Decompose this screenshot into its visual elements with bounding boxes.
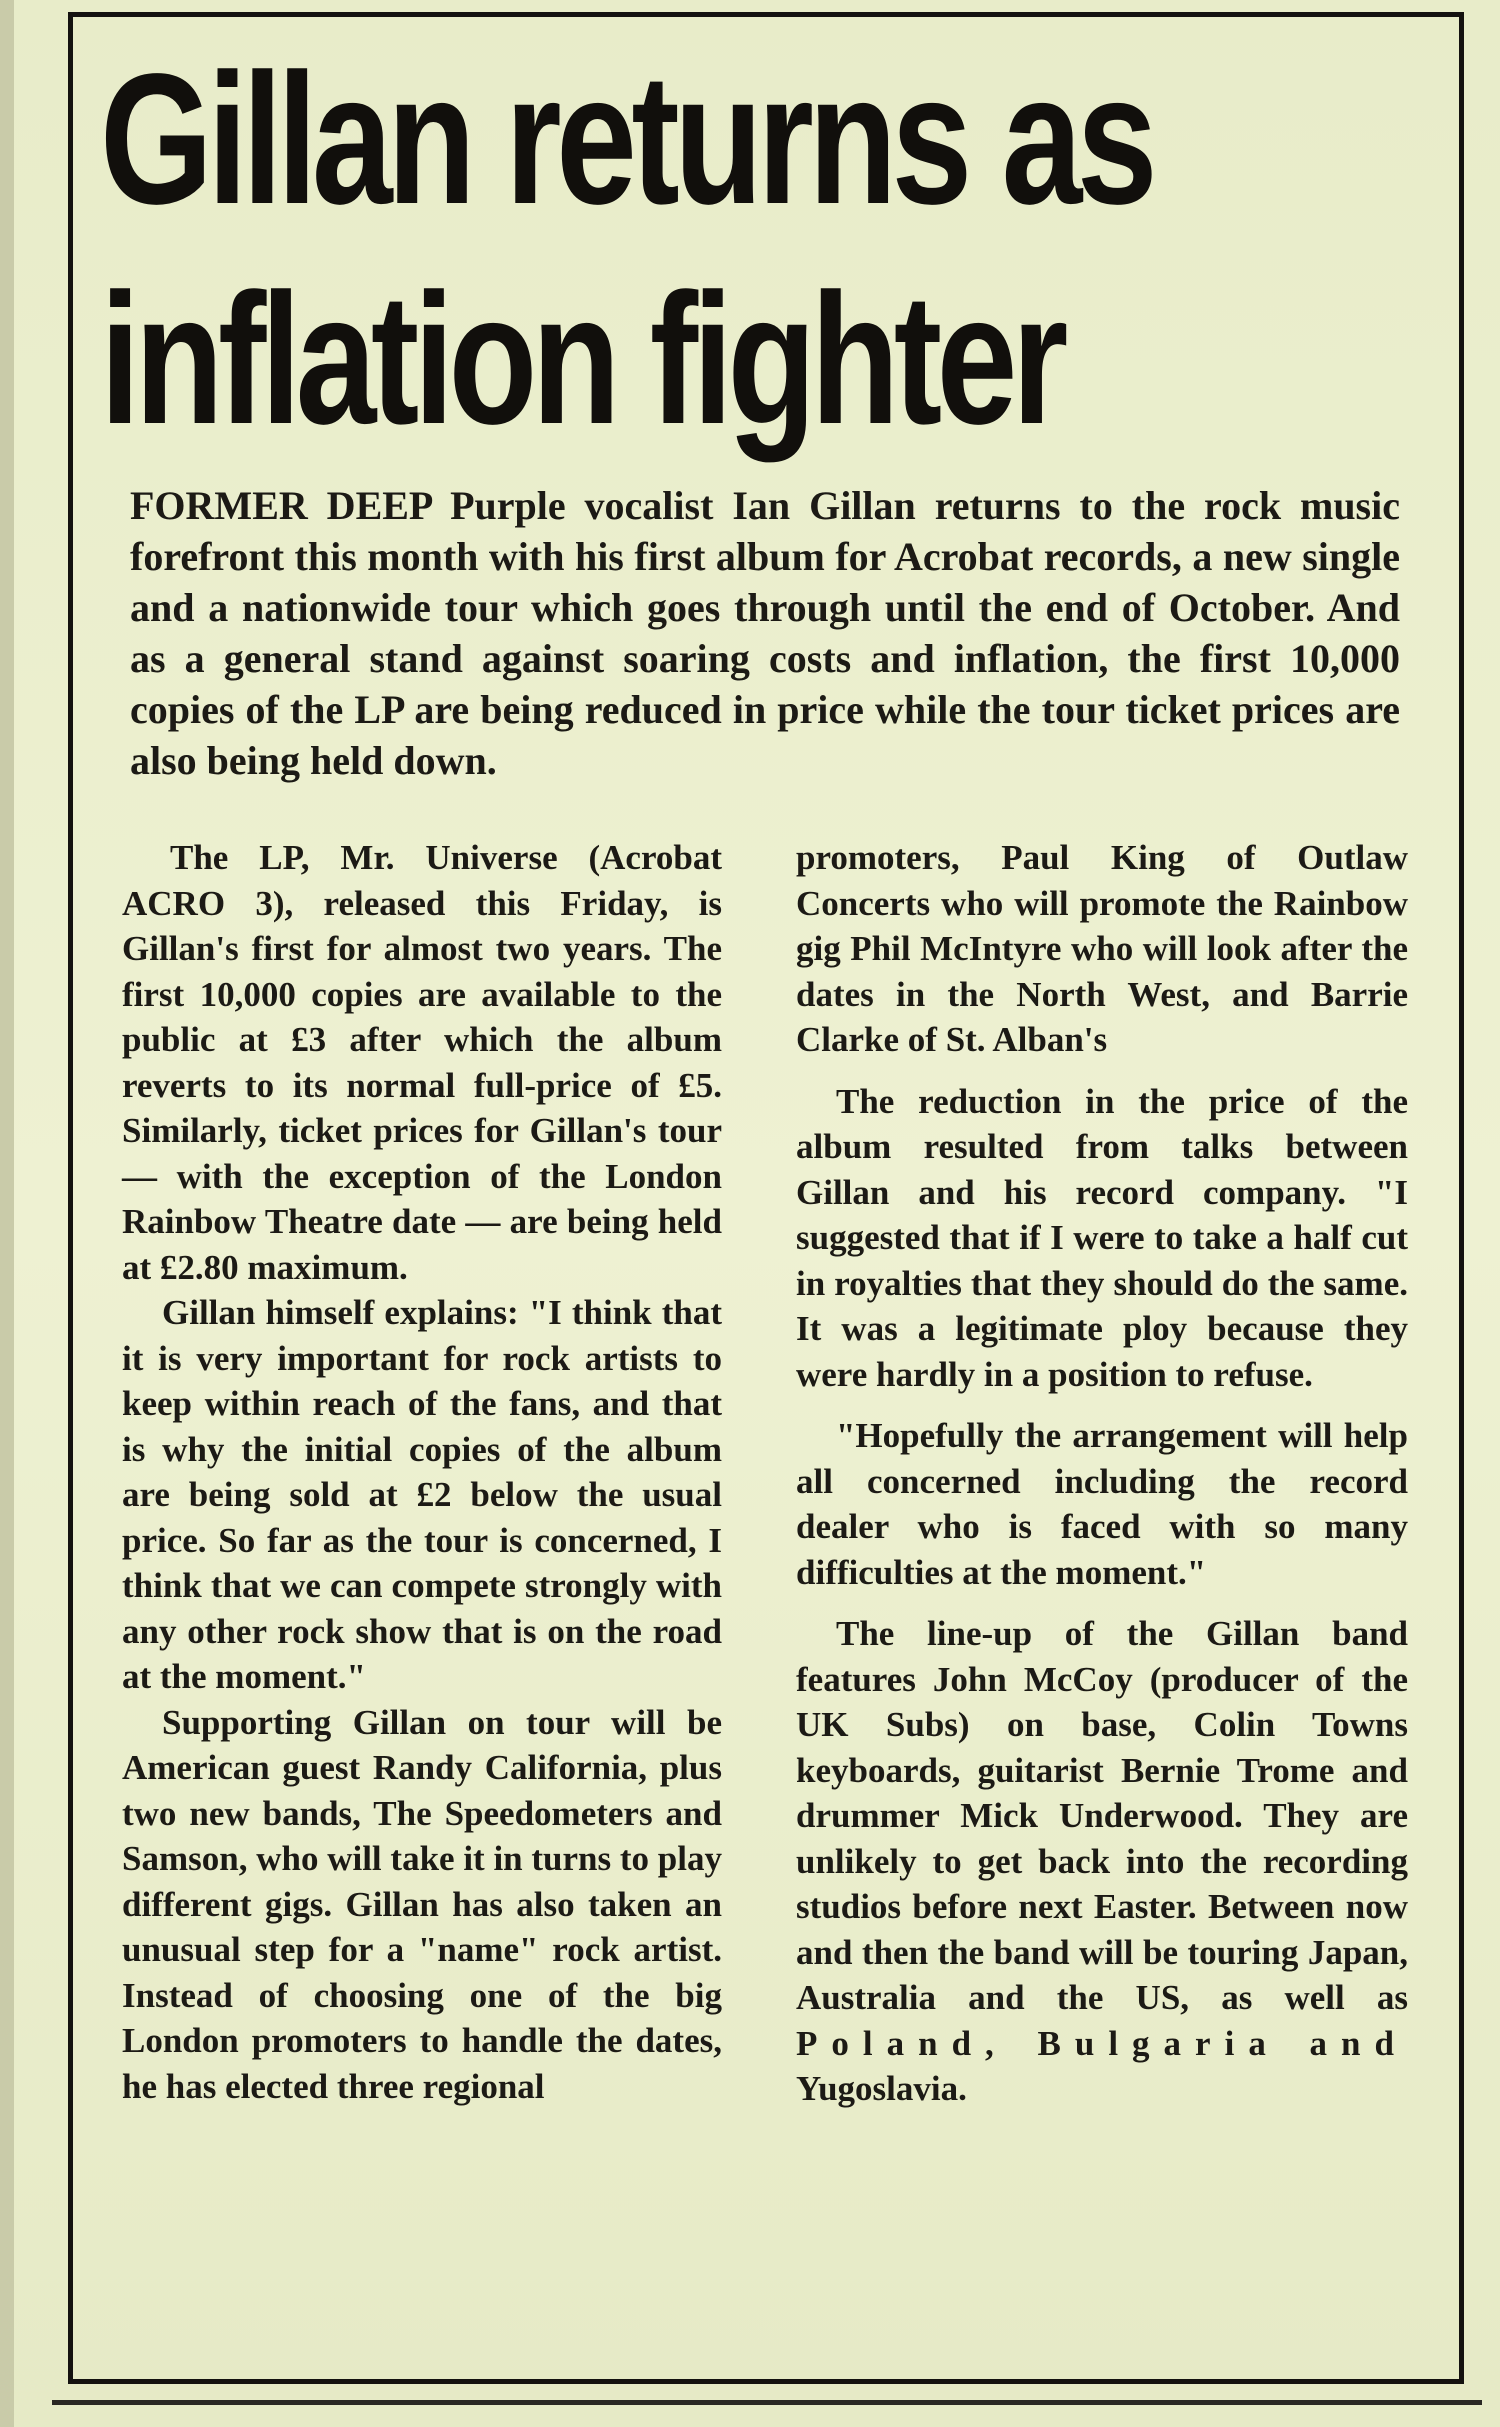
body-paragraph: Supporting Gillan on tour will be American guest Randy California, plus two new bands, The Speedometers and Samson, who will take it in turns to play different gigs. Gillan has also taken an unusual step for a "name" rock artist. Instead of choosing one of the big London promoters to handle the dates, he has elected three regional xyxy=(122,1702,722,2106)
bottom-rule xyxy=(52,2400,1482,2405)
headline-line-1: Gillan returns as xyxy=(100,36,1153,243)
final-paragraph-end: Yugoslavia. xyxy=(796,2069,967,2108)
right-column xyxy=(796,835,1408,2112)
body-paragraph: Gillan himself explains: "I think that it is very important for rock artists to keep within reach of the fans, and that is why the initial copies of the album are being sold at £2 below the usual price. So far as the tour is concerned, I think that we can compete strongly with any other rock show that is on the road at the moment." xyxy=(122,1293,722,1696)
lede-paragraph: FORMER DEEP Purple vocalist Ian Gillan returns to the rock music forefront this month with his first album for Acrobat records, a new single and a nationwide tour which goes through until the end of October. And as a general stand against soaring costs and inflation, the first 10,000 copies of the LP are being reduced in price while the tour ticket prices are also being held down. xyxy=(130,483,1400,783)
final-paragraph-text: The line-up of the Gillan band features John McCoy (producer of the UK Subs) on base, Colin Towns keyboards, guitarist Bernie Trome and drummer Mick Underwood. They are unlikely to get back into the recording studios before next Easter. Between now and then the band will be touring Japan, Australia and the US, as well as xyxy=(796,1614,1408,2017)
final-paragraph-spread-line: Poland, Bulgaria and xyxy=(796,2023,1408,2063)
left-column xyxy=(122,835,722,2109)
body-paragraph: The LP, Mr. Universe (Acrobat ACRO 3), released this Friday, is Gillan's first for almost two years. The first 10,000 copies are available to the public at £3 after which the album reverts to its normal full-price of £5. Similarly, ticket prices for Gillan's tour — with the exception of the London Rainbow Theatre date — are being held at £2.80 maximum. xyxy=(122,838,722,1287)
headline xyxy=(100,30,1161,470)
body-paragraph: The reduction in the price of the album resulted from talks between Gillan and his record company. "I suggested that if I were to take a half cut in royalties that they should do the same. It was a legitimate ploy because they were hardly in a position to refuse. xyxy=(796,1081,1408,1394)
headline-line-2: inflation fighter xyxy=(100,256,1063,463)
body-paragraph: "Hopefully the arrangement will help all concerned including the record dealer who is faced with so many difficulties at the moment." xyxy=(796,1416,1408,1592)
body-paragraph-final xyxy=(796,1611,1408,2112)
page-edge-strip xyxy=(0,0,14,2427)
body-paragraph-continued: promoters, Paul King of Outlaw Concerts who will promote the Rainbow gig Phil McIntyre who will look after the dates in the North West, and Barrie Clarke of St. Alban's xyxy=(796,838,1408,1059)
